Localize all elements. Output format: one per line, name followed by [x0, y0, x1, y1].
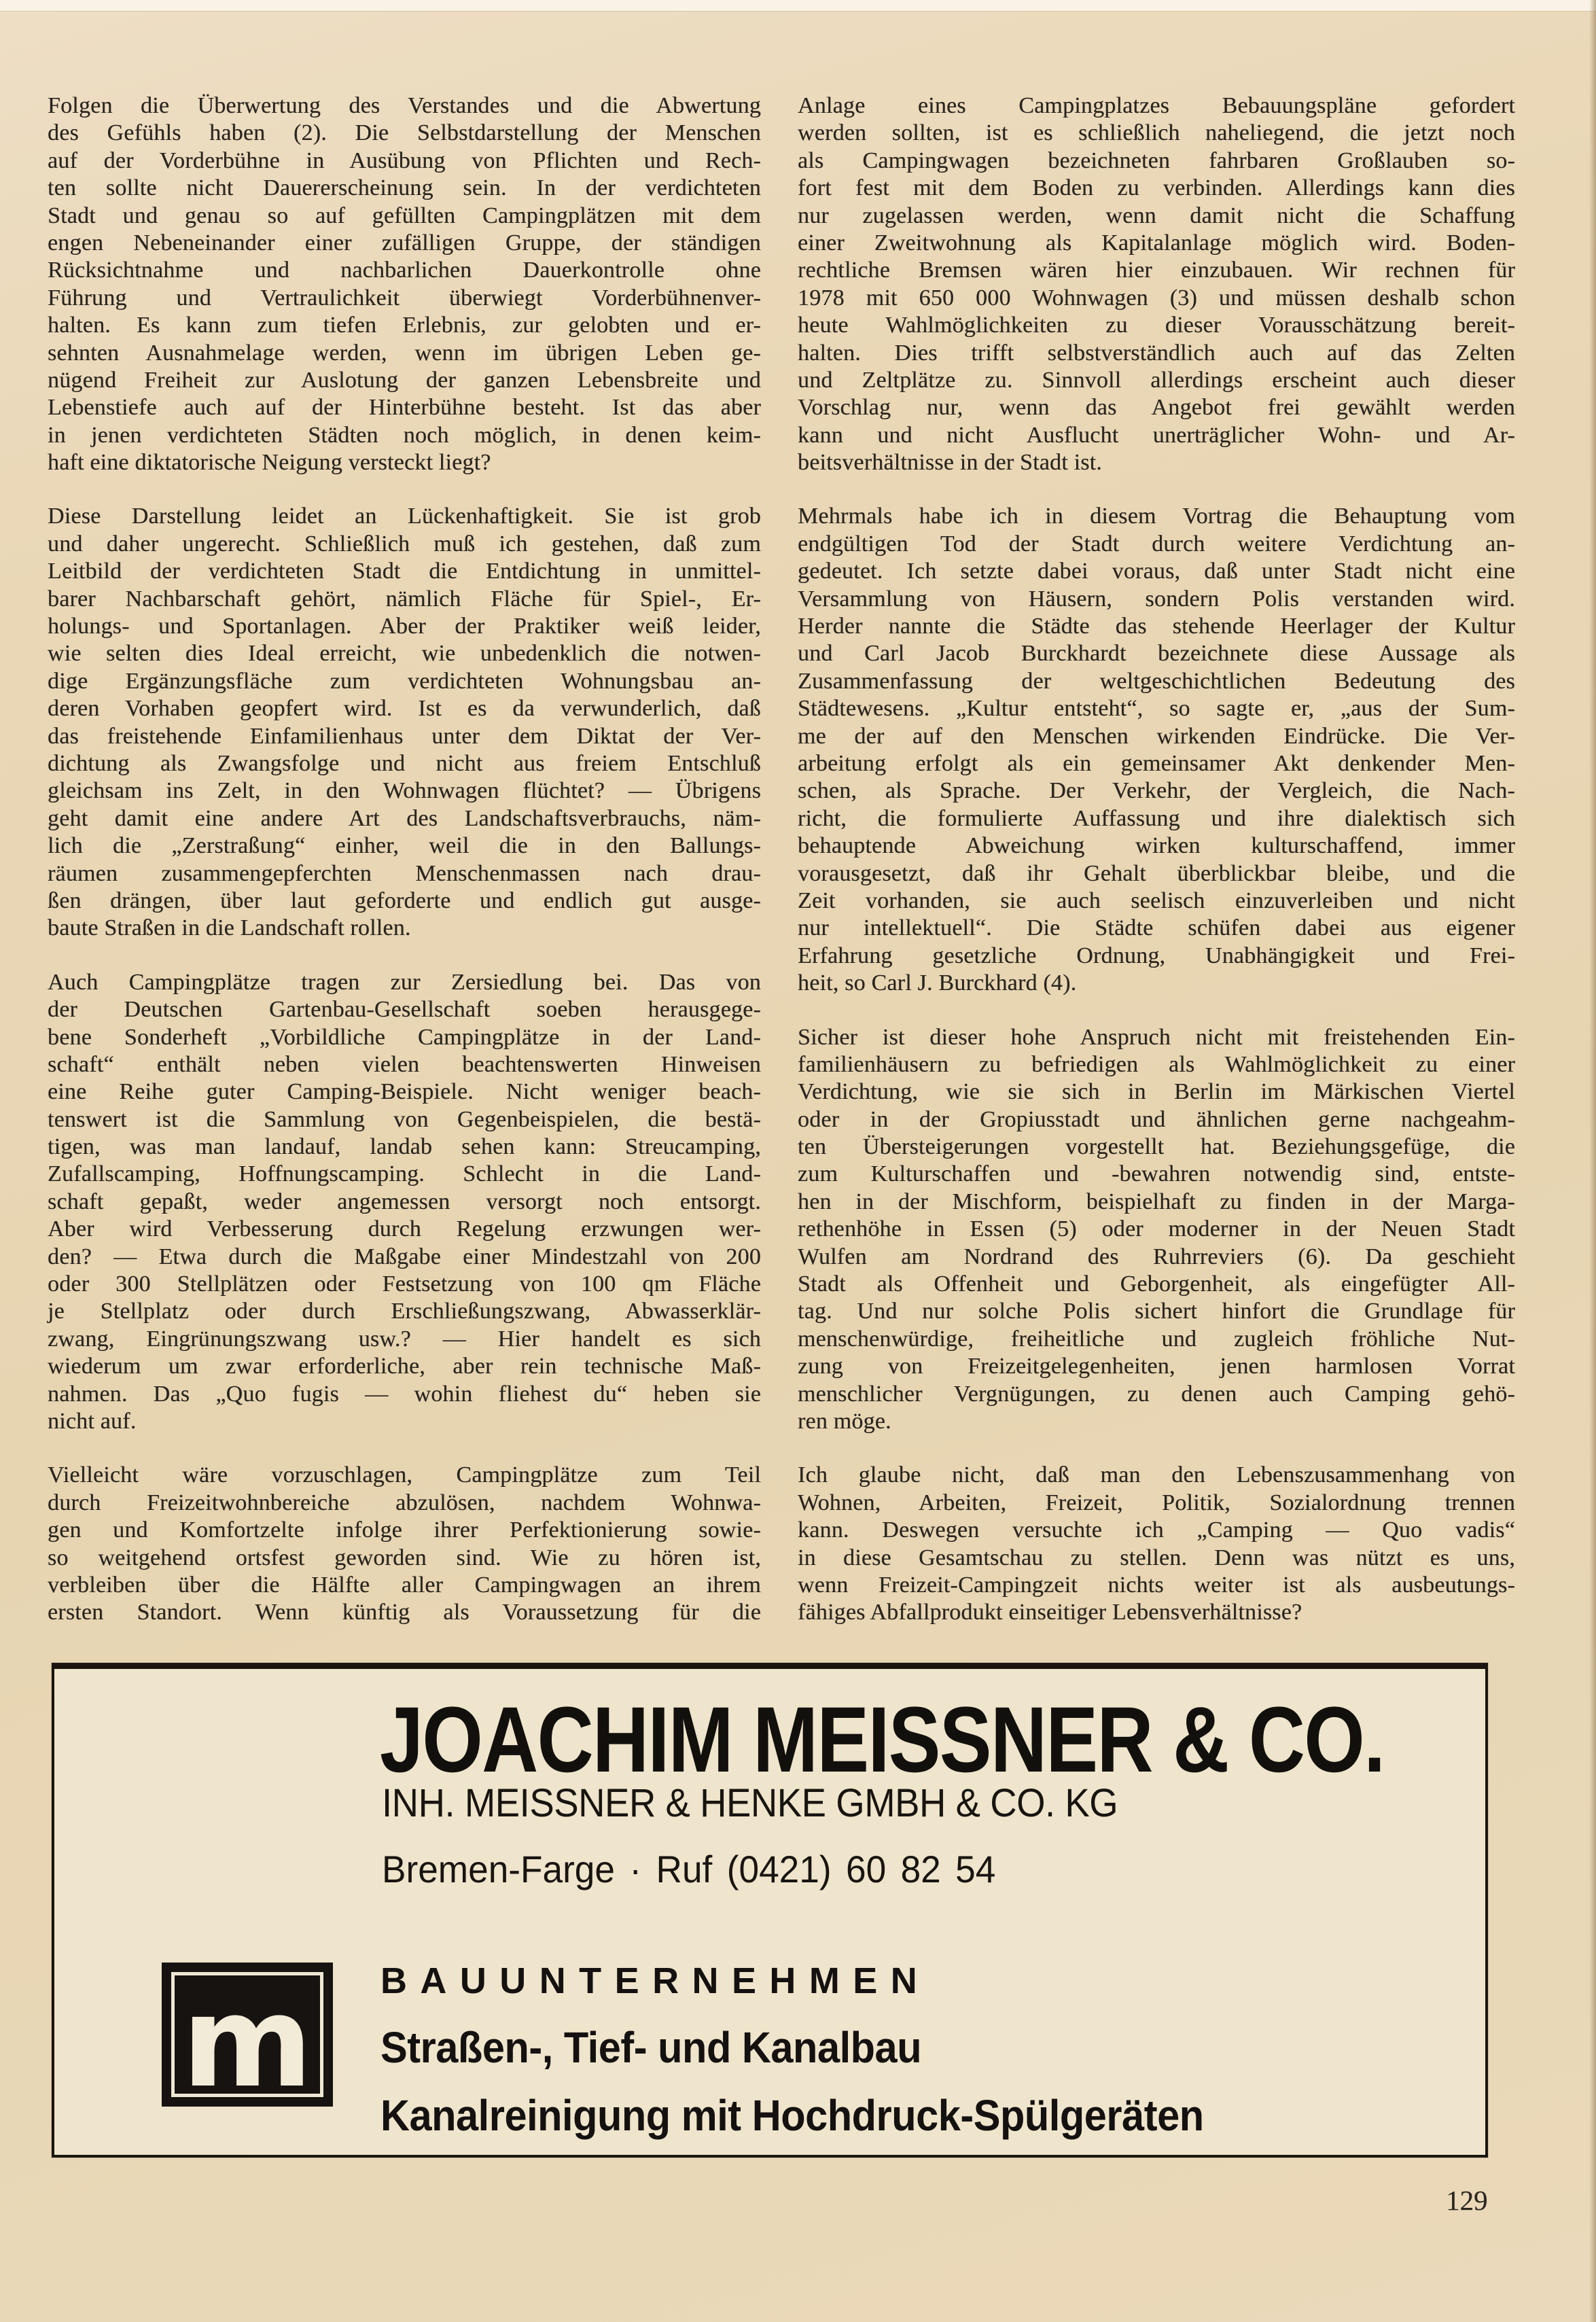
text-line: oder in der Gropiusstadt und ähnlichen gerne nachgeahm- — [798, 1106, 1515, 1132]
text-line: in jenen verdichteten Städten noch möglich, in denen keim- — [48, 422, 761, 448]
text-line: Stadt und genau so auf gefüllten Campingplätzen mit dem — [48, 203, 761, 228]
text-line: bene Sonderheft „Vorbildliche Campingplätze in der Land- — [48, 1024, 761, 1050]
text-line: geht damit eine andere Art des Landschaftsverbrauchs, näm- — [48, 805, 761, 831]
ad-contact-line: Bremen-Farge · Ruf (0421) 60 82 54 — [382, 1848, 996, 1890]
text-line: kann und nicht Ausflucht unerträglicher Wohn- und Ar- — [798, 422, 1515, 448]
text-line: das freistehende Einfamilienhaus unter dem Diktat der Ver- — [48, 723, 761, 749]
paragraph — [48, 92, 761, 476]
text-line: schen, als Sprache. Der Verkehr, der Vergleich, die Nach- — [798, 778, 1515, 804]
text-line: gleichsam ins Zelt, in den Wohnwagen flüchtet? — Übrigens — [48, 778, 761, 804]
text-line: Verdichtung, wie sie sich in Berlin im Märkischen Viertel — [798, 1079, 1515, 1105]
text-line: me der auf den Menschen wirkenden Eindrücke. Die Ver- — [798, 723, 1515, 749]
scan-right-edge — [1589, 0, 1596, 2322]
paragraph — [48, 1462, 761, 1626]
text-line: durch Freizeitwohnbereiche abzulösen, nachdem Wohnwa- — [48, 1490, 761, 1515]
text-line: Aber wird Verbesserung durch Regelung erzwungen wer- — [48, 1216, 761, 1242]
text-line: richt, die formulierte Auffassung und ihre dialektisch sich — [798, 805, 1515, 831]
text-line: nur intellektuell“. Die Städte schüfen dabei aus eigener — [798, 915, 1515, 941]
text-line: der Deutschen Gartenbau-Gesellschaft soeben herausgege- — [48, 997, 761, 1023]
text-line: eine Reihe guter Camping-Beispiele. Nicht weniger beach- — [48, 1079, 761, 1105]
text-line: hen in der Mischform, beispielhaft zu finden in der Marga- — [798, 1189, 1515, 1214]
text-line: halten. Es kann zum tiefen Erlebnis, zur gelobten und er- — [48, 313, 761, 338]
logo-letter-m: m — [181, 1969, 313, 2115]
text-line: nügend Freiheit zur Auslotung der ganzen Lebensbreite und — [48, 367, 761, 393]
text-line: Vorschlag nur, wenn das Angebot frei gewählt werden — [798, 395, 1515, 421]
text-line: auf der Vorderbühne in Ausübung von Pflichten und Rech- — [48, 147, 761, 173]
text-line: Führung und Vertraulichkeit überwiegt Vorderbühnenver- — [48, 285, 761, 311]
ad-service-line: BAUUNTERNEHMEN — [380, 1960, 931, 2001]
text-line: Lebenstiefe auch auf der Hinterbühne besteht. Ist das aber — [48, 395, 761, 421]
paragraph — [798, 92, 1515, 476]
text-line: barer Nachbarschaft gehört, nämlich Fläche für Spiel-, Er- — [48, 586, 761, 612]
text-line: kann. Deswegen versuchte ich „Camping — Quo vadis“ — [798, 1517, 1515, 1543]
text-line: Stadt als Offenheit und Geborgenheit, als eingefügter All- — [798, 1271, 1515, 1297]
text-column-left — [48, 92, 761, 1653]
text-line: Mehrmals habe ich in diesem Vortrag die Behauptung vom — [798, 504, 1515, 529]
text-line: familienhäusern zu befriedigen als Wahlmöglichkeit zu einer — [798, 1051, 1515, 1077]
text-line: verbleiben über die Hälfte aller Campingwagen an ihrem — [48, 1572, 761, 1598]
ad-services-list — [380, 1669, 1440, 2155]
text-line: Vielleicht wäre vorzuschlagen, Campingplätze zum Teil — [48, 1462, 761, 1488]
text-line: rethenhöhe in Essen (5) oder moderner in der Neuen Stadt — [798, 1216, 1515, 1242]
text-line: den? — Etwa durch die Maßgabe einer Mindestzahl von 200 — [48, 1244, 761, 1269]
text-line: des Gefühls haben (2). Die Selbstdarstellung der Menschen — [48, 120, 761, 146]
text-line: in diese Gesamtschau zu stellen. Denn was nützt es uns, — [798, 1545, 1515, 1570]
text-line: tigen, was man landauf, landab sehen kann: Streucamping, — [48, 1134, 761, 1160]
text-line: arbeitung erfolgt als ein gemeinsamer Akt denkender Men- — [798, 750, 1515, 776]
text-line: und Zeltplätze zu. Sinnvoll allerdings erscheint auch dieser — [798, 367, 1515, 393]
text-line: wiederum um zwar erforderliche, aber rein technische Maß- — [48, 1354, 761, 1379]
text-line: werden sollten, ist es schließlich naheliegend, die jetzt noch — [798, 120, 1515, 146]
paragraph — [798, 1462, 1515, 1626]
text-line: Wohnen, Arbeiten, Freizeit, Politik, Sozialordnung trennen — [798, 1490, 1515, 1515]
text-line: Versammlung von Häusern, sondern Polis verstanden wird. — [798, 586, 1515, 612]
text-line: Zufallscamping, Hoffnungscamping. Schlecht in die Land- — [48, 1161, 761, 1187]
text-line: heute Wahlmöglichkeiten zu dieser Vorausschätzung bereit- — [798, 313, 1515, 338]
text-line: heit, so Carl J. Burckhard (4). — [798, 970, 1077, 996]
scan-top-edge — [0, 0, 1596, 12]
text-line: schaft gepaßt, weder angemessen versorgt noch entsorgt. — [48, 1189, 761, 1214]
text-line: baute Straßen in die Landschaft rollen. — [48, 915, 411, 941]
text-line: zung von Freizeitgelegenheiten, jenen harmlosen Vorrat — [798, 1354, 1515, 1379]
text-line: beitsverhältnisse in der Stadt ist. — [798, 450, 1102, 476]
page-number: 129 — [1446, 2185, 1488, 2216]
text-line: Folgen die Überwertung des Verstandes und die Abwertung — [48, 93, 761, 118]
text-line: nahmen. Das „Quo fugis — wohin fliehest du“ heben sie — [48, 1381, 761, 1407]
text-line: oder 300 Stellplätzen oder Festsetzung von 100 qm Fläche — [48, 1271, 761, 1297]
text-line: dige Ergänzungsfläche zum verdichteten Wohnungsbau an- — [48, 668, 761, 694]
text-line: halten. Dies trifft selbstverständlich auch auf das Zelten — [798, 340, 1515, 366]
paragraph — [798, 1024, 1515, 1436]
text-line: Zeit vorhanden, sie auch seelisch einzuverleiben und nicht — [798, 887, 1515, 913]
text-line: sehnten Ausnahmelage werden, wenn im übrigen Leben ge- — [48, 340, 761, 366]
paragraph — [48, 969, 761, 1436]
text-line: räumen zusammengepferchten Menschenmassen nach drau- — [48, 860, 761, 886]
text-line: und Carl Jacob Burckhardt bezeichnete diese Aussage als — [798, 641, 1515, 667]
text-line: dichtung als Zwangsfolge und nicht aus freiem Entschluß — [48, 750, 761, 776]
text-line: vorausgesetzt, daß ihr Gehalt überblickbar bleibe, und die — [798, 860, 1515, 886]
ad-owner-line: INH. MEISSNER & HENKE GMBH & CO. KG — [382, 1781, 1118, 1825]
text-line: Herder nannte die Städte das stehende Heerlager der Kultur — [798, 614, 1515, 639]
text-line: wenn Freizeit-Campingzeit nichts weiter ist als ausbeutungs- — [798, 1572, 1515, 1598]
text-line: als Campingwagen bezeichneten fahrbaren Großlauben so- — [798, 147, 1515, 173]
text-line: tenswert ist die Sammlung von Gegenbeispielen, die bestä- — [48, 1106, 761, 1132]
company-logo — [162, 1963, 333, 2115]
text-line: ten sollte nicht Dauererscheinung sein. In der verdichteten — [48, 175, 761, 201]
text-line: gedeutet. Ich setzte dabei voraus, daß unter Stadt nicht eine — [798, 559, 1515, 584]
text-line: engen Nebeneinander einer zufälligen Gruppe, der ständigen — [48, 230, 761, 256]
text-line: lich die „Zerstraßung“ einher, weil die in den Ballungs- — [48, 833, 761, 859]
text-line: Zusammenfassung der weltgeschichtlichen Bedeutung des — [798, 668, 1515, 694]
text-line: Leitbild der verdichteten Stadt die Entdichtung in unmittel- — [48, 559, 761, 584]
text-line: nur zugelassen werden, wenn damit nicht die Schaffung — [798, 203, 1515, 228]
text-line: zum Kulturschaffen und -bewahren notwendig sind, entste- — [798, 1161, 1515, 1187]
text-line: rechtliche Bremsen wären hier einzubauen. Wir rechnen für — [798, 258, 1515, 283]
text-line: menschenwürdige, freiheitliche und zugleich fröhliche Nut- — [798, 1326, 1515, 1352]
text-line: einer Zweitwohnung als Kapitalanlage möglich wird. Boden- — [798, 230, 1515, 256]
ad-box — [52, 1663, 1488, 2158]
ad-service-line: Straßen-, Tief- und Kanalbau — [380, 2023, 922, 2072]
text-line: Sicher ist dieser hohe Anspruch nicht mit freistehenden Ein- — [798, 1024, 1515, 1050]
text-line: menschlicher Vergnügungen, zu denen auch Camping gehö- — [798, 1381, 1515, 1407]
text-line: so weitgehend ortsfest geworden sind. Wie zu hören ist, — [48, 1545, 761, 1570]
text-line: behauptende Abweichung wirken kulturschaffend, immer — [798, 833, 1515, 859]
text-line: holungs- und Sportanlagen. Aber der Praktiker weiß leider, — [48, 614, 761, 639]
text-line: ten Übersteigerungen vorgestellt hat. Beziehungsgefüge, die — [798, 1134, 1515, 1160]
text-line: Wulfen am Nordrand des Ruhrreviers (6). Da geschieht — [798, 1244, 1515, 1269]
text-line: Anlage eines Campingplatzes Bebauungspläne gefordert — [798, 93, 1515, 118]
text-line: ren möge. — [798, 1408, 891, 1434]
text-line: zwang, Eingrünungszwang usw.? — Hier handelt es sich — [48, 1326, 761, 1352]
text-line: Auch Campingplätze tragen zur Zersiedlung bei. Das von — [48, 969, 761, 995]
text-line: 1978 mit 650 000 Wohnwagen (3) und müssen deshalb schon — [798, 285, 1515, 311]
ad-company-name: JOACHIM MEISSNER & CO. — [380, 1688, 1385, 1792]
text-line: Erfahrung gesetzliche Ordnung, Unabhängigkeit und Frei- — [798, 943, 1515, 968]
text-line: wie selten dies Ideal erreicht, wie unbedenklich die notwen- — [48, 641, 761, 667]
text-line: ersten Standort. Wenn künftig als Voraussetzung für die — [48, 1600, 761, 1625]
text-column-right — [798, 92, 1515, 1653]
text-line: ßen drängen, über laut geforderte und endlich gut ausge- — [48, 887, 761, 913]
paragraph — [48, 503, 761, 942]
text-line: schaft“ enthält neben vielen beachtenswerten Hinweisen — [48, 1051, 761, 1077]
text-line: gen und Komfortzelte infolge ihrer Perfektionierung sowie- — [48, 1517, 761, 1543]
text-line: endgültigen Tod der Stadt durch weitere Verdichtung an- — [798, 531, 1515, 557]
text-line: je Stellplatz oder durch Erschließungszwang, Abwasserklär- — [48, 1299, 761, 1324]
text-line: haft eine diktatorische Neigung versteckt liegt? — [48, 450, 491, 476]
text-line: tag. Und nur solche Polis sichert hinfort die Grundlage für — [798, 1299, 1515, 1324]
text-line: Rücksichtnahme und nachbarlichen Dauerkontrolle ohne — [48, 258, 761, 283]
text-line: und daher ungerecht. Schließlich muß ich gestehen, daß zum — [48, 531, 761, 557]
text-line: Diese Darstellung leidet an Lückenhaftigkeit. Sie ist grob — [48, 504, 761, 529]
ad-service-line: Kanalreinigung mit Hochdruck-Spülgeräten — [380, 2091, 1204, 2140]
text-line: nicht auf. — [48, 1408, 137, 1434]
paragraph — [798, 503, 1515, 997]
text-line: Ich glaube nicht, daß man den Lebenszusammenhang von — [798, 1462, 1515, 1488]
text-line: fort fest mit dem Boden zu verbinden. Allerdings kann dies — [798, 175, 1515, 201]
text-line: deren Vorhaben geopfert wird. Ist es da verwunderlich, daß — [48, 696, 761, 722]
text-line: fähiges Abfallprodukt einseitiger Lebensverhältnisse? — [798, 1600, 1302, 1625]
text-line: Städtewesens. „Kultur entsteht“, so sagte er, „aus der Sum- — [798, 696, 1515, 722]
